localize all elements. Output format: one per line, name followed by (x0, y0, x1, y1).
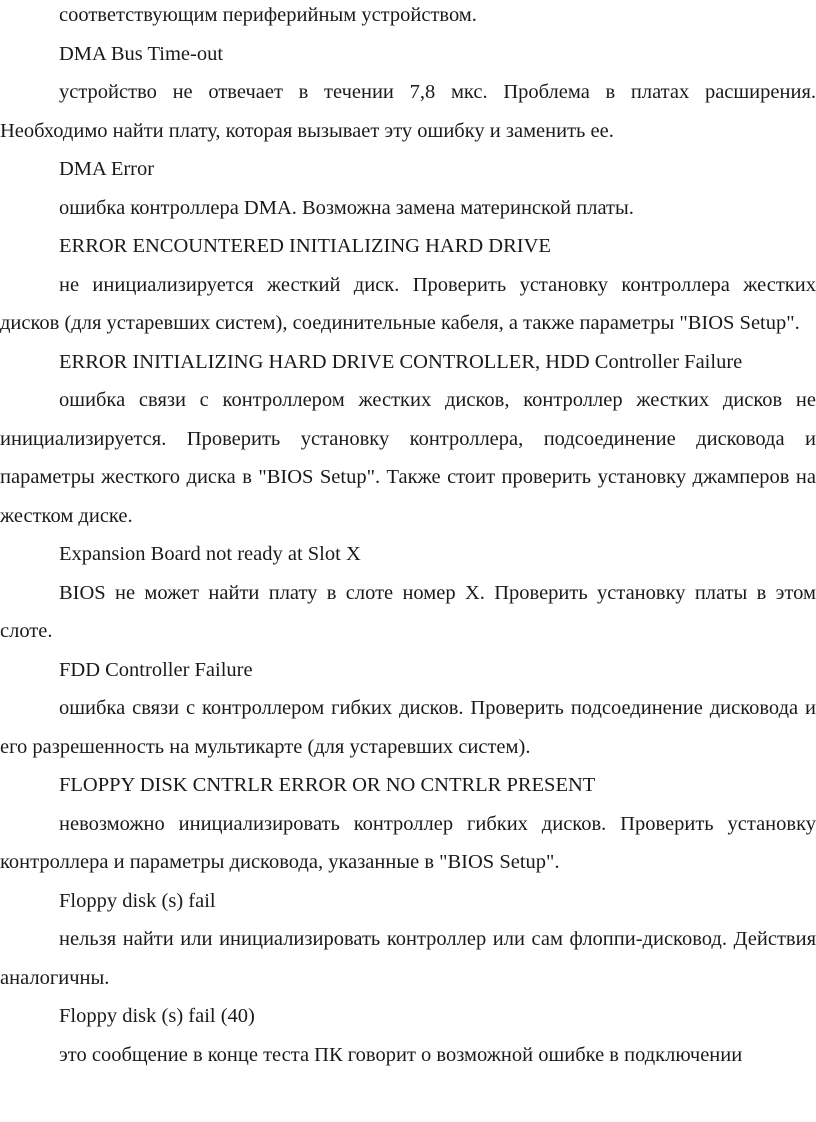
error-message-heading: FLOPPY DISK CNTRLR ERROR OR NO CNTRLR PRESENT (59, 774, 596, 796)
paragraph-text: невозможно инициализировать контроллер гибких дисков. Проверить установку контроллера и параметры дисковода, указанные в "BIOS Setup". (0, 812, 816, 873)
error-message-heading: DMA Error (59, 158, 155, 180)
error-message-heading: ERROR ENCOUNTERED INITIALIZING HARD DRIVE (59, 235, 551, 257)
paragraph-text: ошибка связи с контроллером гибких дисков. Проверить подсоединение дисковода и его разрешенность на мультикарте (для устаревших систем). (0, 697, 816, 758)
paragraph-text: устройство не отвечает в течении 7,8 мкс. Проблема в платах расширения. Необходимо найти плату, которая вызывает эту ошибку и заменить ее. (0, 81, 816, 142)
error-message-heading: Floppy disk (s) fail (59, 889, 216, 912)
paragraph-text: ошибка контроллера DMA. Возможна замена материнской платы. (59, 196, 634, 219)
error-message-heading: ERROR INITIALIZING HARD DRIVE CONTROLLER, HDD Controller Failure (59, 350, 743, 373)
paragraph-text: BIOS не может найти плату в слоте номер X. Проверить установку платы в этом слоте. (0, 581, 816, 642)
error-message-heading: FDD Controller Failure (59, 658, 253, 681)
error-message-heading: DMA Bus Time-out (59, 42, 224, 65)
paragraph-text: соответствующим периферийным устройством. (59, 4, 477, 26)
error-message-heading: Floppy disk (s) fail (40) (59, 1005, 255, 1027)
paragraph-text: ошибка связи с контроллером жестких дисков, контроллер жестких дисков не инициализируется. Проверить установку контроллера, подсоединение дисковода и параметры жесткого диска в "BIOS Setup". Также стоит проверить установку джамперов на жестком диске. (0, 389, 816, 527)
paragraph-text: не инициализируется жесткий диск. Проверить установку контроллера жестких дисков (для устаревших систем), соединительные кабеля, а также параметры "BIOS Setup". (0, 273, 816, 334)
paragraph-text: это сообщение в конце теста ПК говорит о возможной ошибке в подключении (59, 1043, 743, 1066)
error-message-heading: Expansion Board not ready at Slot X (59, 543, 361, 565)
paragraph-text: нельзя найти или инициализировать контроллер или сам флоппи-дисковод. Действия аналогичны. (0, 928, 816, 989)
